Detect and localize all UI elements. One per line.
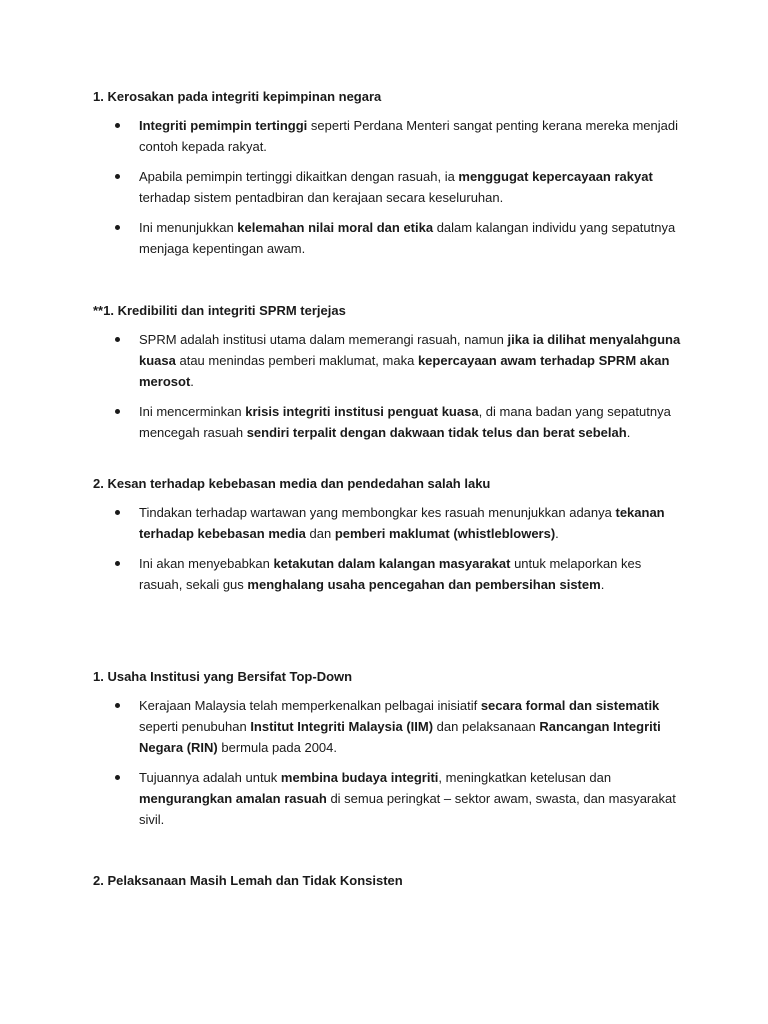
bullet-icon (115, 225, 120, 230)
bullet-icon (115, 703, 120, 708)
section-sprm (93, 300, 683, 452)
bullet-list (93, 329, 683, 443)
section-heading: **1. Kredibiliti dan integriti SPRM terjejas (93, 303, 346, 318)
bullet-list (93, 115, 683, 259)
bullet-icon (115, 510, 120, 515)
list-item: Kerajaan Malaysia telah memperkenalkan pelbagai inisiatif secara formal dan sistematik seperti penubuhan Institut Integriti Malaysia (IIM) dan pelaksanaan Rancangan Integriti Negara (RIN) bermula pada 2004. (93, 695, 683, 758)
bullet-list (93, 502, 683, 595)
bullet-icon (115, 174, 120, 179)
list-item: SPRM adalah institusi utama dalam memerangi rasuah, namun jika ia dilihat menyalahguna kuasa atau menindas pemberi maklumat, maka kepercayaan awam terhadap SPRM akan merosot. (93, 329, 683, 392)
section-heading: 2. Pelaksanaan Masih Lemah dan Tidak Konsisten (93, 873, 403, 888)
list-item: Ini mencerminkan krisis integriti institusi penguat kuasa, di mana badan yang sepatutnya mencegah rasuah sendiri terpalit dengan dakwaan tidak telus dan berat sebelah. (93, 401, 683, 443)
section-usaha-institusi (93, 666, 683, 839)
section-kebebasan-media (93, 473, 683, 604)
bullet-icon (115, 561, 120, 566)
list-item: Integriti pemimpin tertinggi seperti Perdana Menteri sangat penting kerana mereka menjadi contoh kepada rakyat. (93, 115, 683, 157)
section-heading: 2. Kesan terhadap kebebasan media dan pendedahan salah laku (93, 476, 491, 491)
list-item: Apabila pemimpin tertinggi dikaitkan dengan rasuah, ia menggugat kepercayaan rakyat terhadap sistem pentadbiran dan kerajaan secara keseluruhan. (93, 166, 683, 208)
section-heading: 1. Usaha Institusi yang Bersifat Top-Down (93, 669, 353, 684)
section-heading: 1. Kerosakan pada integriti kepimpinan negara (93, 89, 382, 104)
list-item: Tujuannya adalah untuk membina budaya integriti, meningkatkan ketelusan dan mengurangkan amalan rasuah di semua peringkat – sektor awam, swasta, dan masyarakat sivil. (93, 767, 683, 830)
section-pelaksanaan (93, 870, 683, 899)
section-integriti-kepimpinan (93, 86, 683, 268)
list-item: Tindakan terhadap wartawan yang membongkar kes rasuah menunjukkan adanya tekanan terhadap kebebasan media dan pemberi maklumat (whistleblowers). (93, 502, 683, 544)
bullet-list (93, 695, 683, 830)
bullet-icon (115, 337, 120, 342)
bullet-icon (115, 775, 120, 780)
bullet-icon (115, 123, 120, 128)
list-item: Ini menunjukkan kelemahan nilai moral dan etika dalam kalangan individu yang sepatutnya menjaga kepentingan awam. (93, 217, 683, 259)
list-item: Ini akan menyebabkan ketakutan dalam kalangan masyarakat untuk melaporkan kes rasuah, sekali gus menghalang usaha pencegahan dan pembersihan sistem. (93, 553, 683, 595)
bullet-icon (115, 409, 120, 414)
